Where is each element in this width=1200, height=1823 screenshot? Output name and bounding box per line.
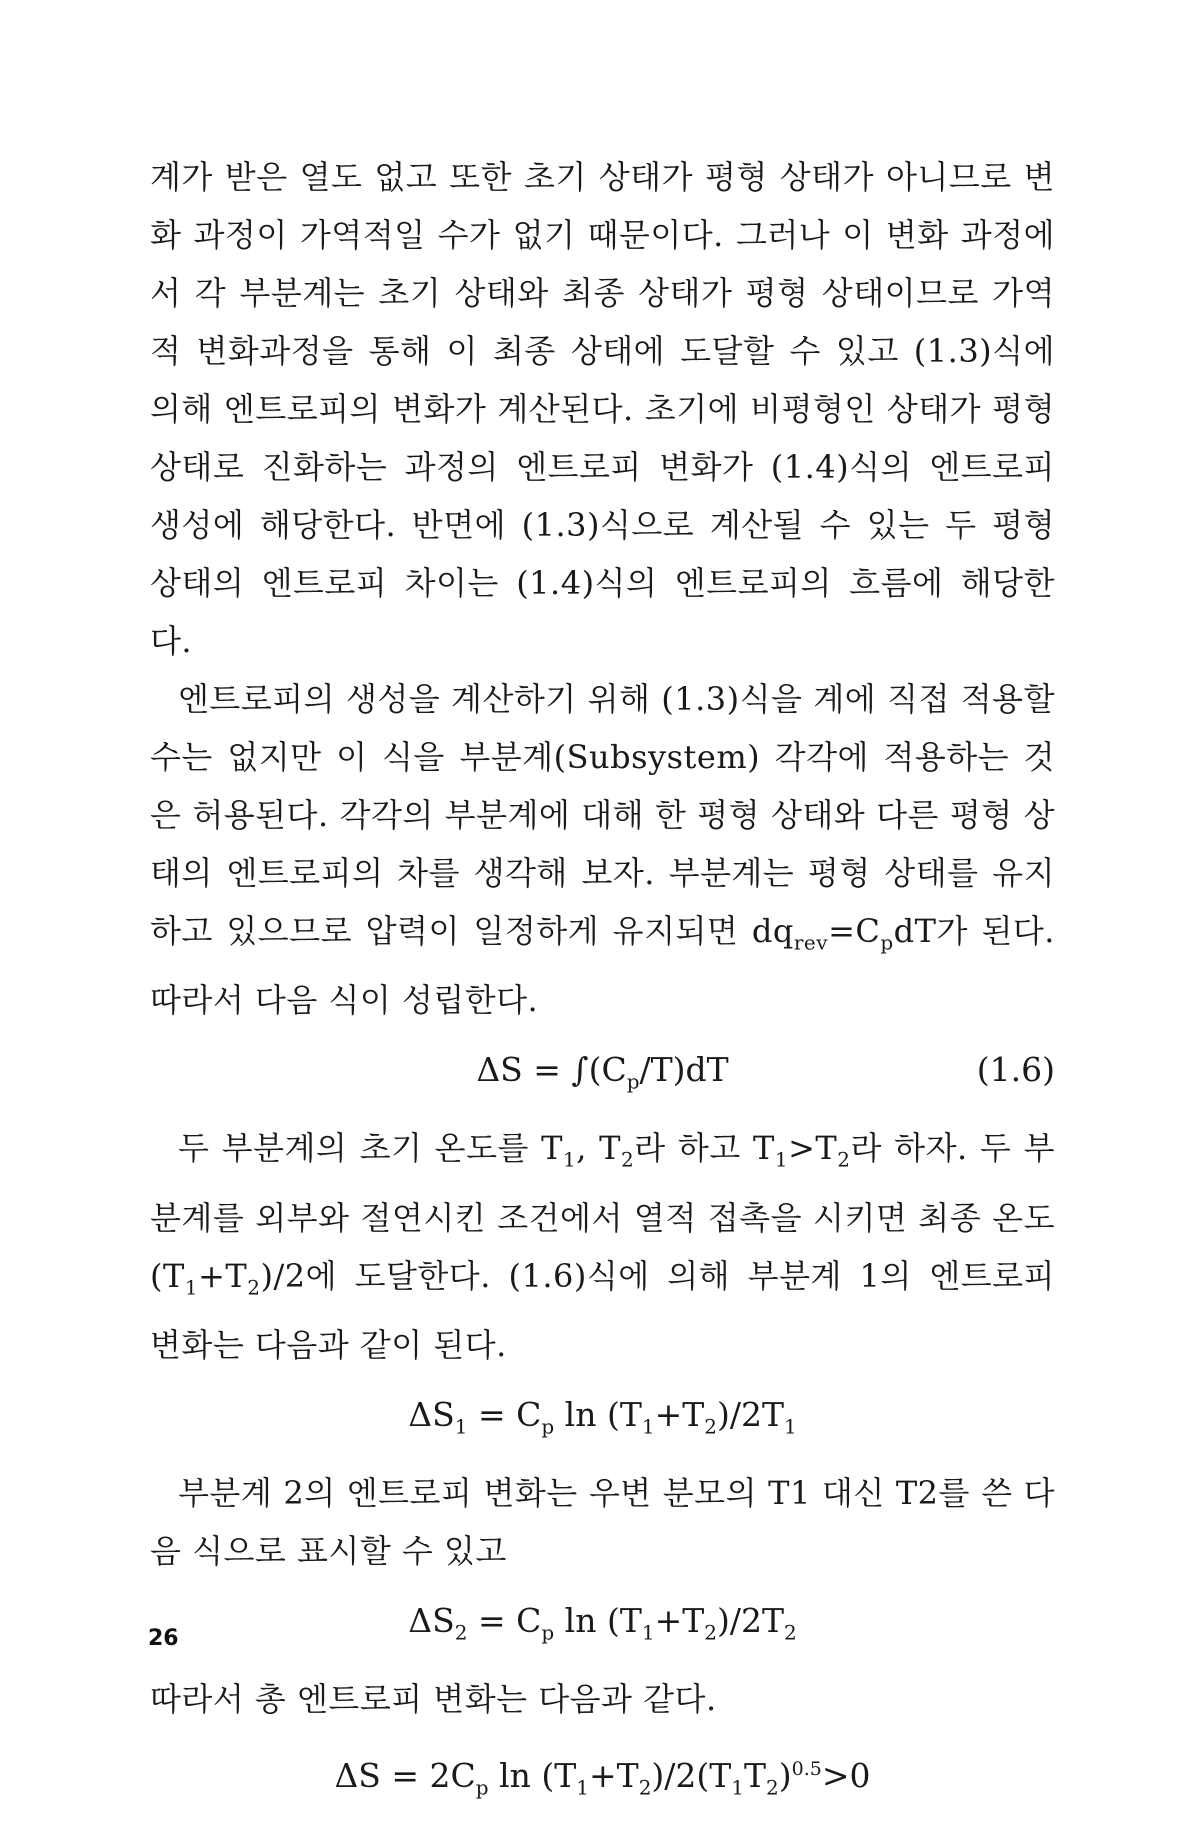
equation-1-6 [150, 1035, 1055, 1105]
equation-delta-s1 [150, 1380, 1055, 1450]
paragraph-2-mid: =C [828, 912, 881, 950]
paragraph-1-text: 계가 받은 열도 없고 또한 초기 상태가 평형 상태가 아니므로 변화 과정이 가역적일 수가 없기 때문이다. 그러나 이 변화 과정에서 각 부분계는 초기 상태와 최종 상태가 평형 상태이므로 가역적 변화과정을 통해 이 최종 상태에 도달할 수 있고 (1.3)식에 의해 엔트로피의 변화가 계산된다. 초기에 비평형인 상태가 평형 상태로 진화하는 과정의 엔트로피 변화가 (1.4)식의 엔트로피 생성에 해당한다. 반면에 (1.3)식으로 계산될 수 있는 두 평형 상태의 엔트로피 차이는 (1.4)식의 엔트로피의 흐름에 해당한다. [150, 158, 1055, 660]
paragraph-2-end: dT가 된다. 따라서 다음 식이 성립한다. [150, 912, 1055, 1020]
equation-1-6-body: $\Delta S = \int(C_p/T)dT$ [476, 1050, 729, 1094]
subscript-p: p [880, 930, 894, 955]
paragraph-4: 부분계 2의 엔트로피 변화는 우변 분모의 T1 대신 T2를 쓴 다음 식으로 표시할 수 있고 [150, 1474, 1055, 1571]
equation-delta-s1-body: $\Delta S_1 = C_p$ $\ln (T_1+T_2)/2T_1$ [408, 1395, 797, 1439]
paragraph-2 [150, 670, 1055, 1029]
equation-delta-s-total [150, 1734, 1055, 1804]
paragraph-5: 따라서 총 엔트로피 변화는 다음과 같다. [150, 1680, 717, 1719]
paragraph-3: 두 부분계의 초기 온도를 $T_1$, $T_2$라 하고 $T_1>T_2$라 하자. 두 부분계를 외부와 절연시킨 조건에서 열적 접촉을 시키면 최종 온도 $(T_1+T_2)/2$에 도달한다. (1.6)식에 의해 부분계 1의 엔트로피 변화는 다음과 같이 된다. [150, 1129, 1056, 1365]
equation-delta-s-total-body: $\Delta S = 2C_p$ $\ln (T_1+T_2)/2(T_1T_2)^{0.5}>0$ [334, 1756, 871, 1800]
paragraph-1 [150, 148, 1055, 670]
equation-delta-s2 [150, 1586, 1055, 1656]
subscript-rev: rev [793, 930, 829, 955]
equation-number: (1.6) [976, 1050, 1055, 1090]
text-block [150, 148, 1055, 1804]
equation-delta-s2-body: $\Delta S_2 = C_p$ $\ln (T_1+T_2)/2T_2$ [408, 1601, 797, 1645]
paragraph-2-text: 엔트로피의 생성을 계산하기 위해 (1.3)식을 계에 직접 적용할 수는 없지만 이 식을 부분계(Subsystem) 각각에 적용하는 것은 허용된다. 각각의 부분계에 대해 한 평형 상태와 다른 평형 상태의 엔트로피의 차를 생각해 보자. 부분계는 평형 상태를 유지하고 있으므로 압력이 일정하게 유지되면 dq [150, 680, 1055, 950]
page-number: 26 [148, 1626, 179, 1651]
